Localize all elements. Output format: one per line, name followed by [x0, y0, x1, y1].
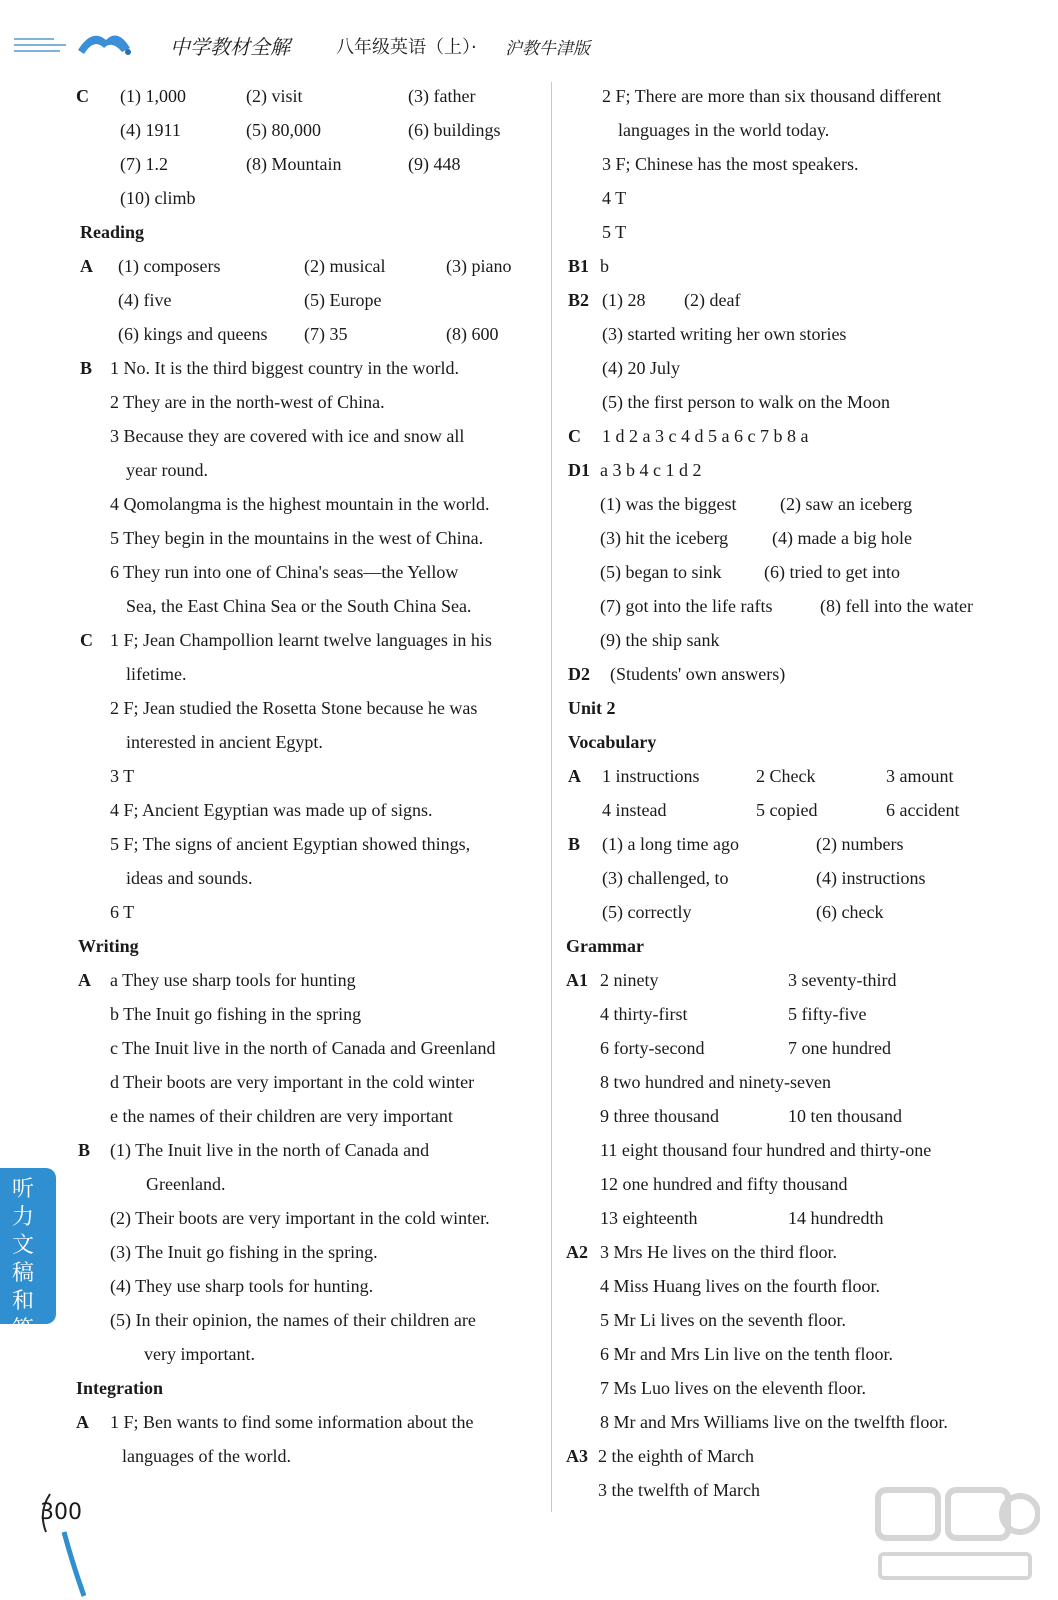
- question-label: A: [80, 256, 93, 276]
- answer-line: [76, 1201, 546, 1235]
- answer-text: 8 two hundred and ninety-seven: [600, 1072, 831, 1092]
- answer-text: 3 T: [110, 766, 135, 786]
- answer-line: [566, 317, 1036, 351]
- answer-text: languages of the world.: [122, 1446, 291, 1466]
- answer-line: [566, 1031, 1036, 1065]
- answer-text: 7 Ms Luo lives on the eleventh floor.: [600, 1378, 866, 1398]
- answer-text: (6) kings and queens: [118, 324, 268, 344]
- answer-text: e the names of their children are very important: [110, 1106, 453, 1126]
- book-logo-icon: [72, 26, 134, 56]
- answer-text: (9) the ship sank: [600, 630, 720, 650]
- answer-text: 4 thirty-first: [600, 1004, 688, 1024]
- answer-line: [76, 895, 546, 929]
- question-label: D2: [568, 664, 590, 684]
- heading-text: Writing: [78, 936, 139, 956]
- answer-text: (6) check: [816, 902, 884, 922]
- answer-text: languages in the world today.: [618, 120, 830, 140]
- answer-line: [566, 1099, 1036, 1133]
- answer-line: [566, 1439, 1036, 1473]
- answer-text: (8) 600: [446, 324, 499, 344]
- answer-text: year round.: [126, 460, 208, 480]
- question-label: A3: [566, 1446, 588, 1466]
- answer-text: (2) musical: [304, 256, 386, 276]
- answer-line: [566, 861, 1036, 895]
- answer-text: 6 They run into one of China's seas—the Yellow: [110, 562, 459, 582]
- answer-text: c The Inuit live in the north of Canada and Greenland: [110, 1038, 496, 1058]
- answer-text: 4 instead: [602, 800, 667, 820]
- answer-line: [566, 793, 1036, 827]
- answer-text: 10 ten thousand: [788, 1106, 902, 1126]
- answer-line: [566, 1201, 1036, 1235]
- answer-line: [566, 453, 1036, 487]
- answer-line: [566, 181, 1036, 215]
- page-header: [0, 0, 1058, 70]
- answer-text: 11 eight thousand four hundred and thirty-one: [600, 1140, 932, 1160]
- answer-text: (5) correctly: [602, 902, 692, 922]
- answer-text: (Students' own answers): [610, 664, 786, 684]
- answer-line: [76, 487, 546, 521]
- answer-text: 6 forty-second: [600, 1038, 705, 1058]
- answer-text: 1 No. It is the third biggest country in the world.: [110, 358, 459, 378]
- header-decoration: [14, 38, 66, 56]
- answer-text: 9 three thousand: [600, 1106, 719, 1126]
- question-label: B1: [568, 256, 590, 276]
- answer-line: [566, 963, 1036, 997]
- answer-text: (1) 28: [602, 290, 646, 310]
- answer-line: [76, 521, 546, 555]
- answer-line: [76, 249, 546, 283]
- answer-text: (2) visit: [246, 86, 303, 106]
- answer-line: [566, 895, 1036, 929]
- answer-text: 1 F; Jean Champollion learnt twelve languages in his: [110, 630, 492, 650]
- answer-line: [76, 113, 546, 147]
- answer-text: 8 Mr and Mrs Williams live on the twelfth floor.: [600, 1412, 948, 1432]
- answer-line: [566, 997, 1036, 1031]
- answer-line: [566, 589, 1036, 623]
- answer-line: [566, 1065, 1036, 1099]
- heading-text: Unit 2: [568, 698, 616, 718]
- answer-text: 1 instructions: [602, 766, 700, 786]
- question-label: C: [568, 426, 581, 446]
- answer-line: [566, 521, 1036, 555]
- answer-line: [76, 317, 546, 351]
- side-tab-label: 听力文稿和答案: [12, 1177, 35, 1370]
- answer-text: a They use sharp tools for hunting: [110, 970, 356, 990]
- answer-line: [76, 453, 546, 487]
- answer-text: 3 seventy-third: [788, 970, 897, 990]
- answer-line: [76, 827, 546, 861]
- answer-text: very important.: [144, 1344, 255, 1364]
- answer-text: 4 T: [602, 188, 627, 208]
- question-label: B: [80, 358, 93, 378]
- answer-text: lifetime.: [126, 664, 187, 684]
- page-number: 300: [40, 1500, 82, 1525]
- answer-text: (3) hit the iceberg: [600, 528, 729, 548]
- answer-line: [76, 351, 546, 385]
- left-column: [76, 79, 546, 1473]
- answer-text: 2 They are in the north-west of China.: [110, 392, 385, 412]
- answer-line: [76, 1099, 546, 1133]
- answer-text: 5 copied: [756, 800, 818, 820]
- answer-line: [76, 1167, 546, 1201]
- answer-text: a 3 b 4 c 1 d 2: [600, 460, 702, 480]
- answer-text: (3) The Inuit go fishing in the spring.: [110, 1242, 378, 1262]
- answer-text: (10) climb: [120, 188, 196, 208]
- answer-line: [566, 1133, 1036, 1167]
- answer-line: [566, 1371, 1036, 1405]
- answer-line: [566, 1269, 1036, 1303]
- answer-text: (7) 1.2: [120, 154, 168, 174]
- answer-line: [76, 861, 546, 895]
- answer-text: (4) 1911: [120, 120, 181, 140]
- answer-text: 12 one hundred and fifty thousand: [600, 1174, 848, 1194]
- answer-line: [76, 419, 546, 453]
- section-heading: [76, 1371, 546, 1405]
- answer-line: [76, 997, 546, 1031]
- book-title: 中学教材全解: [170, 35, 290, 59]
- answer-text: 2 the eighth of March: [598, 1446, 754, 1466]
- answer-line: [566, 215, 1036, 249]
- answer-line: [76, 1337, 546, 1371]
- answer-line: [566, 1337, 1036, 1371]
- answer-text: (4) made a big hole: [772, 528, 912, 548]
- answer-line: [76, 1133, 546, 1167]
- answer-text: 7 one hundred: [788, 1038, 891, 1058]
- question-label: A1: [566, 970, 588, 990]
- answer-text: Greenland.: [146, 1174, 226, 1194]
- answer-text: (1) a long time ago: [602, 834, 739, 854]
- answer-line: [76, 1269, 546, 1303]
- answer-text: 2 F; There are more than six thousand different: [602, 86, 942, 106]
- answer-line: [76, 759, 546, 793]
- answer-text: 3 F; Chinese has the most speakers.: [602, 154, 859, 174]
- answer-text: (6) buildings: [408, 120, 501, 140]
- answer-line: [566, 487, 1036, 521]
- answer-line: [566, 419, 1036, 453]
- section-heading: [76, 929, 546, 963]
- answer-text: (1) composers: [118, 256, 221, 276]
- answer-text: 1 d 2 a 3 c 4 d 5 a 6 c 7 b 8 a: [602, 426, 809, 446]
- answer-text: 2 F; Jean studied the Rosetta Stone because he was: [110, 698, 478, 718]
- question-label: B: [568, 834, 581, 854]
- answer-text: (1) 1,000: [120, 86, 186, 106]
- answer-line: [76, 147, 546, 181]
- answer-text: 5 fifty-five: [788, 1004, 867, 1024]
- answer-line: [76, 1235, 546, 1269]
- column-divider: [551, 82, 552, 1512]
- answer-text: 14 hundredth: [788, 1208, 884, 1228]
- answer-text: 13 eighteenth: [600, 1208, 698, 1228]
- heading-text: Vocabulary: [568, 732, 657, 752]
- answer-text: (4) They use sharp tools for hunting.: [110, 1276, 374, 1296]
- answer-text: (3) challenged, to: [602, 868, 729, 888]
- answer-text: (2) saw an iceberg: [780, 494, 913, 514]
- answer-text: (7) 35: [304, 324, 348, 344]
- answer-text: 2 Check: [756, 766, 816, 786]
- answer-line: [76, 283, 546, 317]
- answer-text: (3) piano: [446, 256, 512, 276]
- answer-text: (3) father: [408, 86, 476, 106]
- question-label: A: [78, 970, 91, 990]
- answer-text: 2 ninety: [600, 970, 659, 990]
- watermark-logo-icon: [870, 1480, 1040, 1590]
- answer-line: [566, 657, 1036, 691]
- answer-line: [566, 249, 1036, 283]
- answer-line: [566, 1303, 1036, 1337]
- answer-line: [566, 283, 1036, 317]
- answer-line: [76, 589, 546, 623]
- answer-line: [76, 1031, 546, 1065]
- answer-text: (2) numbers: [816, 834, 904, 854]
- heading-text: Integration: [76, 1378, 163, 1398]
- answer-text: (8) fell into the water: [820, 596, 973, 616]
- question-label: B: [78, 1140, 91, 1160]
- section-heading: [566, 929, 1036, 963]
- answer-text: (4) 20 July: [602, 358, 680, 378]
- answer-text: b: [600, 256, 609, 276]
- answer-text: 5 They begin in the mountains in the west of China.: [110, 528, 484, 548]
- answer-line: [76, 181, 546, 215]
- answer-line: [566, 555, 1036, 589]
- answer-text: 5 F; The signs of ancient Egyptian showed things,: [110, 834, 471, 854]
- answer-text: (4) five: [118, 290, 172, 310]
- answer-text: 1 F; Ben wants to find some information about the: [110, 1412, 474, 1432]
- answer-text: (9) 448: [408, 154, 461, 174]
- answer-text: b The Inuit go fishing in the spring: [110, 1004, 362, 1024]
- answer-line: [76, 1303, 546, 1337]
- answer-line: [76, 555, 546, 589]
- answer-line: [76, 725, 546, 759]
- answer-line: [76, 691, 546, 725]
- answer-text: (8) Mountain: [246, 154, 342, 174]
- book-subtitle: 八年级英语（上）·: [336, 37, 477, 58]
- question-label: B2: [568, 290, 590, 310]
- answer-text: (5) began to sink: [600, 562, 722, 582]
- answer-line: [76, 1065, 546, 1099]
- answer-text: (4) instructions: [816, 868, 926, 888]
- answer-text: (5) In their opinion, the names of their children are: [110, 1310, 476, 1330]
- answer-text: (6) tried to get into: [764, 562, 900, 582]
- answer-text: 6 Mr and Mrs Lin live on the tenth floor.: [600, 1344, 893, 1364]
- answer-text: interested in ancient Egypt.: [126, 732, 323, 752]
- answer-line: [566, 1235, 1036, 1269]
- answer-text: 5 Mr Li lives on the seventh floor.: [600, 1310, 846, 1330]
- answer-text: d Their boots are very important in the cold winter: [110, 1072, 475, 1092]
- answer-text: (5) Europe: [304, 290, 382, 310]
- answer-line: [566, 385, 1036, 419]
- question-label: A2: [566, 1242, 588, 1262]
- answer-text: (1) The Inuit live in the north of Canada and: [110, 1140, 430, 1160]
- question-label: A: [76, 1412, 89, 1432]
- answer-line: [76, 385, 546, 419]
- answer-line: [566, 351, 1036, 385]
- answer-text: 4 F; Ancient Egyptian was made up of signs.: [110, 800, 433, 820]
- answer-line: [76, 793, 546, 827]
- answer-text: 3 Because they are covered with ice and snow all: [110, 426, 465, 446]
- answer-text: 4 Qomolangma is the highest mountain in the world.: [110, 494, 490, 514]
- answer-text: (2) Their boots are very important in the cold winter.: [110, 1208, 490, 1228]
- answer-line: [566, 113, 1036, 147]
- heading-text: Grammar: [566, 936, 644, 956]
- answer-line: [76, 623, 546, 657]
- answer-line: [566, 1405, 1036, 1439]
- side-tab: [0, 1168, 56, 1370]
- question-label: C: [80, 630, 93, 650]
- answer-text: (1) was the biggest: [600, 494, 737, 514]
- answer-line: [566, 1167, 1036, 1201]
- question-label: A: [568, 766, 581, 786]
- question-label: C: [76, 86, 89, 106]
- answer-line: [566, 147, 1036, 181]
- section-heading: [566, 725, 1036, 759]
- answer-text: (5) 80,000: [246, 120, 321, 140]
- answer-text: (2) deaf: [684, 290, 741, 310]
- answer-text: 5 T: [602, 222, 627, 242]
- answer-line: [76, 1405, 546, 1439]
- book-edition: 沪教牛津版: [505, 39, 590, 59]
- answer-line: [566, 827, 1036, 861]
- answer-text: (5) the first person to walk on the Moon: [602, 392, 890, 412]
- answer-text: (7) got into the life rafts: [600, 596, 773, 616]
- answer-text: 3 the twelfth of March: [598, 1480, 760, 1500]
- answer-line: [76, 1439, 546, 1473]
- right-column: [566, 79, 1036, 1507]
- answer-text: 3 amount: [886, 766, 954, 786]
- answer-line: [566, 623, 1036, 657]
- answer-line: [566, 79, 1036, 113]
- answer-line: [76, 657, 546, 691]
- heading-text: Reading: [80, 222, 145, 242]
- answer-text: ideas and sounds.: [126, 868, 253, 888]
- answer-text: Sea, the East China Sea or the South China Sea.: [126, 596, 472, 616]
- answer-text: 4 Miss Huang lives on the fourth floor.: [600, 1276, 880, 1296]
- answer-line: [76, 963, 546, 997]
- question-label: D1: [568, 460, 590, 480]
- answer-text: 6 T: [110, 902, 135, 922]
- answer-text: 6 accident: [886, 800, 960, 820]
- section-heading: [566, 691, 1036, 725]
- answer-text: 3 Mrs He lives on the third floor.: [600, 1242, 837, 1262]
- answer-text: (3) started writing her own stories: [602, 324, 847, 344]
- section-heading: [76, 215, 546, 249]
- answer-line: [76, 79, 546, 113]
- answer-line: [566, 759, 1036, 793]
